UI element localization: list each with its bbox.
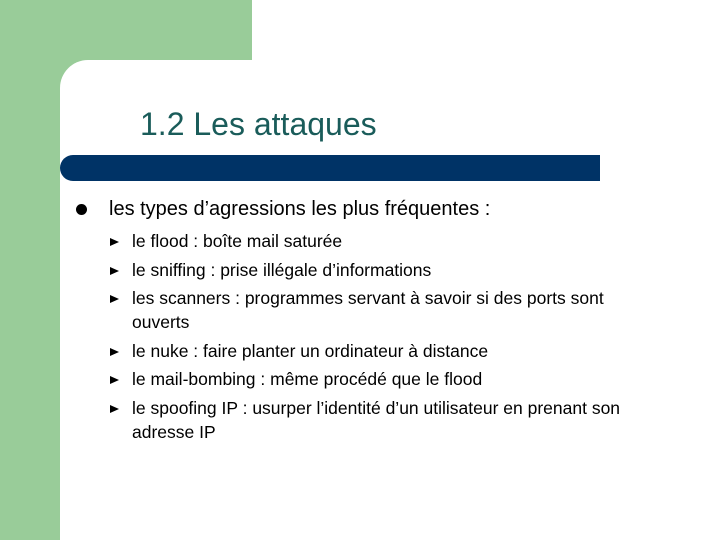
attack-types-list — [110, 229, 650, 448]
list-item-text: les scanners : programmes servant à savoir si des ports sont ouverts — [132, 288, 604, 332]
list-item — [110, 229, 650, 253]
list-item — [110, 258, 650, 282]
main-bullet-text: les types d’agressions les plus fréquentes : — [109, 198, 491, 220]
main-bullet — [76, 198, 490, 221]
arrow-bullet-icon — [110, 376, 119, 384]
list-item — [110, 367, 650, 391]
list-item-text: le spoofing IP : usurper l’identité d’un utilisateur en prenant son adresse IP — [132, 397, 621, 442]
decorative-green-strip-left — [0, 0, 60, 540]
list-item — [110, 286, 650, 334]
arrow-bullet-icon — [110, 267, 119, 275]
list-item — [110, 339, 650, 363]
list-item-text: le nuke : faire planter un ordinateur à distance — [132, 340, 489, 361]
title-underline-bar — [60, 155, 600, 181]
arrow-bullet-icon — [110, 295, 119, 303]
bullet-dot-icon — [76, 204, 87, 215]
slide-title: 1.2 Les attaques — [140, 106, 377, 142]
list-item-text: le sniffing : prise illégale d’informations — [132, 259, 432, 280]
list-item-text: le flood : boîte mail saturée — [132, 231, 343, 251]
list-item-text: le mail-bombing : même procédé que le flood — [132, 369, 483, 389]
arrow-bullet-icon — [110, 348, 119, 356]
list-item — [110, 396, 650, 444]
arrow-bullet-icon — [110, 405, 119, 413]
arrow-bullet-icon — [110, 238, 119, 246]
